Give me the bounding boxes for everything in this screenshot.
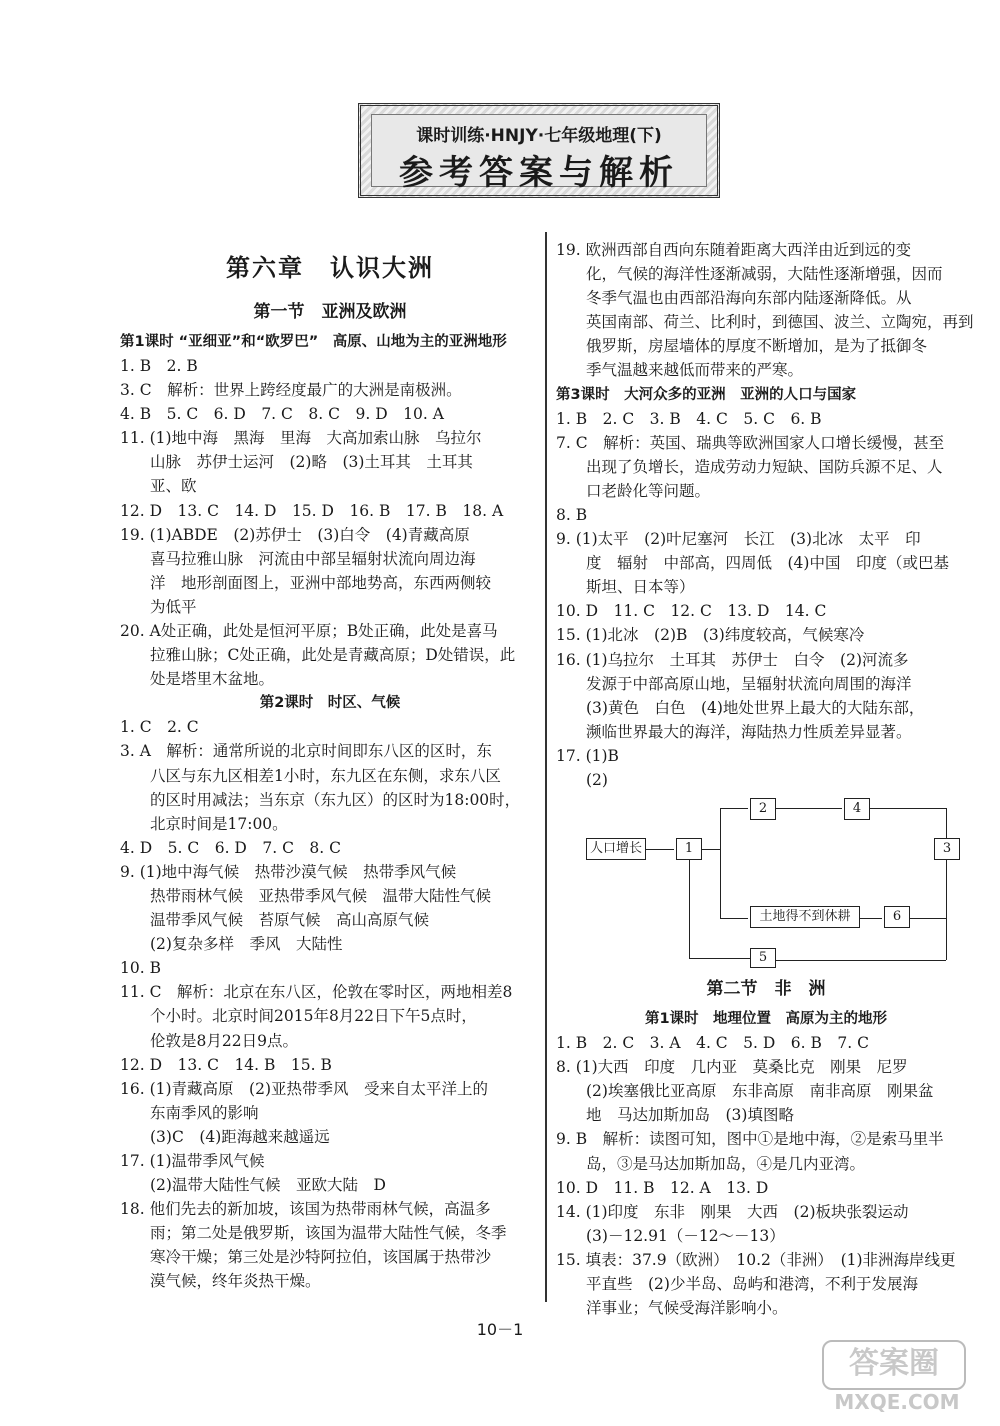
- diagram-connector: [946, 808, 947, 838]
- answer-line: 4. D 5. C 6. D 7. C 8. C: [120, 838, 342, 857]
- answer-line: 八区与东九区相差1小时，东九区在东侧，求东八区: [150, 766, 501, 785]
- answer-line: 17. (1)温带季风气候: [120, 1152, 265, 1170]
- answer-line: 拉雅山脉；C处正确，此处是青藏高原；D处错误，此: [150, 646, 516, 665]
- answer-line: 温带季风气候 苔原气候 高山高原气候: [150, 911, 430, 930]
- answer-line: 11. (1)地中海 黑海 里海 大高加索山脉 乌拉尔: [120, 429, 482, 448]
- answer-line: 10. D 11. B 12. A 13. D: [556, 1178, 769, 1197]
- answer-line: (2)温带大陆性气候 亚欧大陆 D: [150, 1176, 386, 1195]
- diagram-box-6: 6: [884, 906, 910, 928]
- answer-line: 1. B 2. C 3. A 4. C 5. D 6. B 7. C: [556, 1034, 869, 1053]
- answer-line: 18. 他们先去的新加坡，该国为热带雨林气候，高温多: [120, 1200, 491, 1219]
- answer-line: 8. (1)大西 印度 几内亚 莫桑比克 刚果 尼罗: [556, 1058, 908, 1077]
- answer-line: 16. (1)青藏高原 (2)亚热带季风 受来自太平洋上的: [120, 1079, 488, 1098]
- answer-line: 10. D 11. C 12. C 13. D 14. C: [556, 602, 827, 621]
- answer-line: 英国南部、荷兰、比利时，到德国、波兰、立陶宛，再到: [586, 313, 974, 332]
- answer-line: 冬季气温也由西部沿海向东部内陆逐渐降低。从: [586, 289, 912, 308]
- diagram-connector: [720, 918, 748, 919]
- diagram-box-1: 1: [676, 838, 702, 860]
- answer-line: 漠气候，终年炎热干燥。: [150, 1272, 321, 1291]
- answer-line: 15. 填表：37.9（欧洲） 10.2（非洲） (1)非洲海岸线更: [556, 1250, 956, 1269]
- banner-title: 参考答案与解析: [399, 153, 679, 193]
- answer-line: 9. B 解析：读图可知，图中①是地中海，②是索马里半: [556, 1130, 944, 1149]
- answer-line: 洋事业；气候受海洋影响小。: [586, 1299, 788, 1318]
- answer-line: (3)黄色 白色 (4)地处世界上最大的大陆东部，: [586, 698, 925, 717]
- answer-line: 7. C 解析：英国、瑞典等欧洲国家人口增长缓慢，甚至: [556, 433, 945, 452]
- diagram-connector: [646, 849, 674, 850]
- answer-line: 1. C 2. C: [120, 718, 199, 737]
- answer-line: 为低平: [150, 597, 197, 616]
- diagram-connector: [720, 808, 748, 809]
- column-divider: [545, 232, 547, 1302]
- answer-line: 1. B 2. C 3. B 4. C 5. C 6. B: [556, 409, 822, 428]
- answer-line: 地 马达加斯加岛 (3)填图略: [586, 1106, 794, 1125]
- answer-line: 洋 地形剖面图上，亚洲中部地势高，东西两侧较: [150, 573, 492, 592]
- answer-line: 濒临世界最大的海洋，海陆热力性质差异显著。: [586, 722, 912, 741]
- answer-line: (2)复杂多样 季风 大陆性: [150, 935, 343, 954]
- diagram-connector: [910, 918, 946, 919]
- diagram-connector: [689, 958, 750, 959]
- answer-line: 10. B: [120, 959, 161, 978]
- diagram-connector: [860, 918, 882, 919]
- answer-line: (2)埃塞俄比亚高原 东非高原 南非高原 刚果盆: [586, 1082, 934, 1101]
- answer-line: 9. (1)太平 (2)叶尼塞河 长江 (3)北冰 太平 印: [556, 530, 921, 549]
- answer-line: 的区时用减法；当东京（东九区）的区时为18:00时，: [150, 790, 521, 809]
- lesson-heading: 第1课时 “亚细亚”和“欧罗巴” 高原、山地为主的亚洲地形: [120, 334, 507, 350]
- answer-line: 个小时。北京时间2015年8月22日下午5点时，: [150, 1007, 477, 1026]
- answer-line: (2): [586, 770, 608, 789]
- answer-line: 东南季风的影响: [150, 1103, 259, 1122]
- title-banner: [358, 103, 720, 198]
- answer-line: 寒冷干燥；第三处是沙特阿拉伯，该国属于热带沙: [150, 1248, 492, 1267]
- answer-line: 4. B 5. C 6. D 7. C 8. C 9. D 10. A: [120, 405, 444, 424]
- banner-subtitle: 课时训练·HNJY·七年级地理(下): [416, 126, 662, 146]
- answer-line: 亚、欧: [150, 477, 197, 496]
- answer-line: 岛，③是马达加斯加岛，④是几内亚湾。: [586, 1154, 866, 1173]
- answer-line: 化，气候的海洋性逐渐减弱，大陆性逐渐增强，因而: [586, 265, 943, 284]
- answer-line: (3)C (4)距海越来越遥远: [150, 1127, 330, 1146]
- answer-line: 雨；第二处是俄罗斯，该国为温带大陆性气候，冬季: [150, 1224, 507, 1243]
- answer-line: 15. (1)北冰 (2)B (3)纬度较高，气候寒冷: [556, 626, 865, 645]
- diagram-connector: [776, 960, 946, 961]
- diagram-box-3: 3: [934, 838, 960, 860]
- diagram-box-land-fallow: 土地得不到休耕: [750, 906, 860, 928]
- answer-line: 口老龄化等问题。: [586, 481, 711, 500]
- answer-line: 热带雨林气候 亚热带季风气候 温带大陆性气候: [150, 886, 492, 905]
- diagram-box-5: 5: [750, 948, 776, 968]
- diagram-connector: [776, 808, 842, 809]
- lesson-heading: 第3课时 大河众多的亚洲 亚洲的人口与国家: [556, 386, 857, 403]
- chapter-heading: 第六章 认识大洲: [226, 254, 434, 282]
- diagram-connector: [946, 860, 947, 960]
- diagram-connector: [702, 849, 720, 850]
- diagram-box-4: 4: [844, 798, 870, 820]
- diagram-connector: [870, 808, 946, 809]
- section-heading: 第一节 亚洲及欧洲: [253, 302, 407, 322]
- answer-line: 11. C 解析：北京在东八区，伦敦在零时区，两地相差8: [120, 983, 513, 1002]
- answer-line: 20. A处正确，此处是恒河平原；B处正确，此处是喜马: [120, 622, 498, 641]
- answer-line: 12. D 13. C 14. D 15. D 16. B 17. B 18. A: [120, 501, 504, 520]
- answer-line: 伦敦是8月22日9点。: [150, 1031, 298, 1050]
- lesson-heading: 第2课时 时区、气候: [259, 695, 401, 712]
- section-heading: 第二节 非 洲: [706, 979, 826, 1000]
- flow-diagram: [586, 798, 986, 968]
- answer-line: 俄罗斯，房屋墙体的厚度不断增加，是为了抵御冬: [586, 337, 928, 356]
- answer-line: 3. A 解析：通常所说的北京时间即东八区的区时，东: [120, 742, 492, 761]
- answer-line: 14. (1)印度 东非 刚果 大西 (2)板块张裂运动: [556, 1202, 909, 1221]
- answer-line: 3. C 解析：世界上跨经度最广的大洲是南极洲。: [120, 381, 462, 400]
- right-column: [556, 238, 976, 1320]
- watermark: [822, 1340, 972, 1420]
- answer-line: 季气温越来越低而带来的严寒。: [586, 361, 804, 380]
- title-banner-inner: [371, 114, 707, 193]
- left-column: [120, 238, 540, 1294]
- answer-line: 19. 欧洲西部自西向东随着距离大西洋由近到远的变: [556, 241, 912, 259]
- answer-line: 12. D 13. C 14. B 15. B: [120, 1055, 332, 1074]
- answer-line: 16. (1)乌拉尔 土耳其 苏伊士 白令 (2)河流多: [556, 650, 909, 669]
- answer-line: 喜马拉雅山脉 河流由中部呈辐射状流向周边海: [150, 549, 476, 568]
- answer-line: 北京时间是17:00。: [150, 814, 288, 833]
- answer-line: 平直些 (2)少半岛、岛屿和港湾，不利于发展海: [586, 1275, 918, 1293]
- watermark-url: MXQE.COM: [834, 1390, 960, 1414]
- diagram-box-population-growth: 人口增长: [586, 838, 646, 860]
- answer-line: 发源于中部高原山地，呈辐射状流向周围的海洋: [586, 674, 912, 693]
- answer-line: 山脉 苏伊士运河 (2)略 (3)土耳其 土耳其: [150, 453, 473, 472]
- answer-line: 1. B 2. B: [120, 357, 198, 375]
- lesson-heading: 第1课时 地理位置 高原为主的地形: [644, 1011, 888, 1028]
- answer-line: 17. (1)B: [556, 746, 619, 765]
- answer-line: 处是塔里木盆地。: [150, 670, 275, 689]
- diagram-box-2: 2: [750, 798, 776, 820]
- watermark-logo: 答案圈: [822, 1340, 966, 1390]
- answer-line: (3)－12.91（－12～－13）: [586, 1226, 785, 1245]
- answer-line: 出现了负增长，造成劳动力短缺、国防兵源不足、人: [586, 457, 943, 476]
- diagram-connector: [720, 808, 721, 918]
- page-number: 10－1: [476, 1320, 524, 1339]
- answer-line: 度 辐射 中部高，四周低 (4)中国 印度（或巴基: [586, 554, 949, 573]
- diagram-connector: [689, 860, 690, 958]
- answer-line: 19. (1)ABDE (2)苏伊士 (3)白令 (4)青藏高原: [120, 525, 470, 544]
- answer-line: 斯坦、日本等）: [586, 578, 695, 597]
- answer-line: 8. B: [556, 505, 588, 524]
- answer-line: 9. (1)地中海气候 热带沙漠气候 热带季风气候: [120, 862, 457, 881]
